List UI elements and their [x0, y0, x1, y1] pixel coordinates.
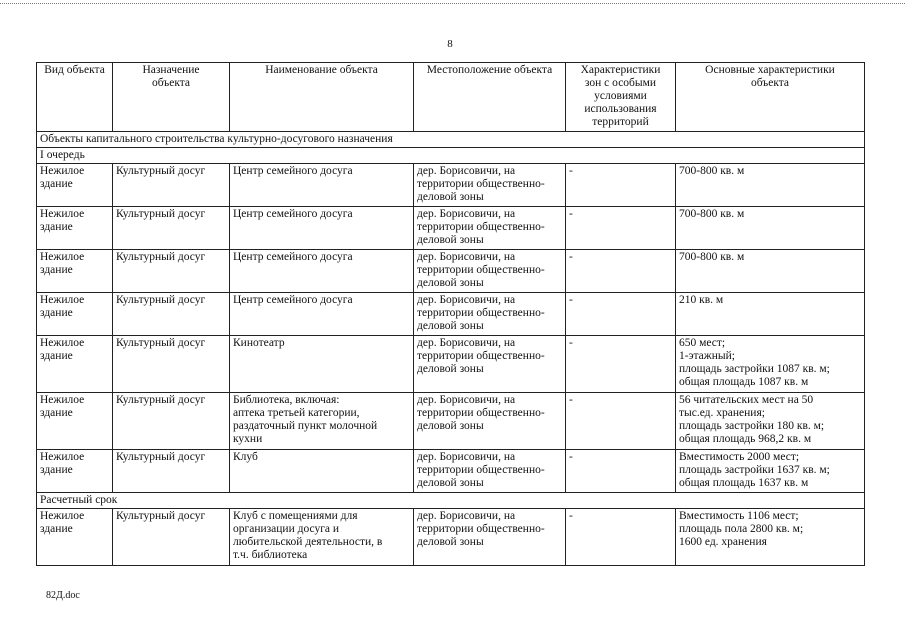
- page-number: 8: [447, 38, 453, 50]
- cell-characteristics: 700-800 кв. м: [676, 207, 865, 250]
- header-object-purpose: Назначение объекта: [113, 63, 230, 132]
- cell-location: дер. Борисовичи, на территории общественно- деловой зоны: [414, 450, 566, 493]
- cell-purpose: Культурный досуг: [113, 336, 230, 393]
- table-row: [37, 207, 865, 250]
- table-row: [37, 450, 865, 493]
- header-object-location: Местоположение объекта: [414, 63, 566, 132]
- cell-location: дер. Борисовичи, на территории общественно- деловой зоны: [414, 336, 566, 393]
- table-header-row: [37, 63, 865, 132]
- cell-characteristics: 210 кв. м: [676, 293, 865, 336]
- cell-zones: -: [566, 336, 676, 393]
- cell-zones: -: [566, 393, 676, 450]
- cell-purpose: Культурный досуг: [113, 509, 230, 566]
- table-row: [37, 336, 865, 393]
- table-row: [37, 509, 865, 566]
- cell-name: Центр семейного досуга: [230, 293, 414, 336]
- cell-location: дер. Борисовичи, на территории общественно- деловой зоны: [414, 250, 566, 293]
- cell-type: Нежилое здание: [37, 393, 113, 450]
- cell-name: Клуб с помещениями для организации досуга и любительской деятельности, в т.ч. библиотека: [230, 509, 414, 566]
- table-row: [37, 293, 865, 336]
- cell-purpose: Культурный досуг: [113, 393, 230, 450]
- cell-characteristics: Вместимость 1106 мест; площадь пола 2800 кв. м; 1600 ед. хранения: [676, 509, 865, 566]
- cell-characteristics: Вместимость 2000 мест; площадь застройки 1637 кв. м; общая площадь 1637 кв. м: [676, 450, 865, 493]
- cell-type: Нежилое здание: [37, 336, 113, 393]
- cell-type: Нежилое здание: [37, 250, 113, 293]
- cell-type: Нежилое здание: [37, 164, 113, 207]
- cell-purpose: Культурный досуг: [113, 207, 230, 250]
- cell-zones: -: [566, 164, 676, 207]
- cell-purpose: Культурный досуг: [113, 250, 230, 293]
- cell-purpose: Культурный досуг: [113, 450, 230, 493]
- cell-name: Клуб: [230, 450, 414, 493]
- cell-name: Центр семейного досуга: [230, 207, 414, 250]
- cell-purpose: Культурный досуг: [113, 164, 230, 207]
- cell-location: дер. Борисовичи, на территории общественно- деловой зоны: [414, 207, 566, 250]
- cell-location: дер. Борисовичи, на территории общественно- деловой зоны: [414, 164, 566, 207]
- cell-type: Нежилое здание: [37, 207, 113, 250]
- cell-location: дер. Борисовичи, на территории общественно- деловой зоны: [414, 393, 566, 450]
- header-zone-characteristics: Характеристики зон с особыми условиями использования территорий: [566, 63, 676, 132]
- objects-table: [36, 62, 865, 566]
- section-title: Объекты капитального строительства культурно-досугового назначения: [37, 132, 865, 148]
- cell-characteristics: 56 читательских мест на 50 тыс.ед. хранения; площадь застройки 180 кв. м; общая площадь 968,2 кв. м: [676, 393, 865, 450]
- cell-type: Нежилое здание: [37, 509, 113, 566]
- cell-location: дер. Борисовичи, на территории общественно- деловой зоны: [414, 509, 566, 566]
- cell-name: Библиотека, включая: аптека третьей категории, раздаточный пункт молочной кухни: [230, 393, 414, 450]
- section-row: [37, 132, 865, 148]
- stage-row: [37, 148, 865, 164]
- cell-type: Нежилое здание: [37, 450, 113, 493]
- cell-name: Центр семейного досуга: [230, 164, 414, 207]
- footer-filename: 82Д.doc: [46, 590, 80, 601]
- cell-characteristics: 700-800 кв. м: [676, 250, 865, 293]
- header-object-name: Наименование объекта: [230, 63, 414, 132]
- cell-zones: -: [566, 250, 676, 293]
- stage2-label: Расчетный срок: [37, 493, 865, 509]
- cell-zones: -: [566, 293, 676, 336]
- table-row: [37, 164, 865, 207]
- stage1-label: I очередь: [37, 148, 865, 164]
- stage-row: [37, 493, 865, 509]
- cell-zones: -: [566, 450, 676, 493]
- table-row: [37, 393, 865, 450]
- cell-type: Нежилое здание: [37, 293, 113, 336]
- cell-zones: -: [566, 509, 676, 566]
- header-object-type: Вид объекта: [37, 63, 113, 132]
- cell-characteristics: 700-800 кв. м: [676, 164, 865, 207]
- header-main-characteristics: Основные характеристики объекта: [676, 63, 865, 132]
- cell-name: Кинотеатр: [230, 336, 414, 393]
- table-row: [37, 250, 865, 293]
- cell-characteristics: 650 мест; 1-этажный; площадь застройки 1087 кв. м; общая площадь 1087 кв. м: [676, 336, 865, 393]
- cell-location: дер. Борисовичи, на территории общественно- деловой зоны: [414, 293, 566, 336]
- cell-zones: -: [566, 207, 676, 250]
- cell-name: Центр семейного досуга: [230, 250, 414, 293]
- scan-edge-line: [0, 3, 905, 4]
- cell-purpose: Культурный досуг: [113, 293, 230, 336]
